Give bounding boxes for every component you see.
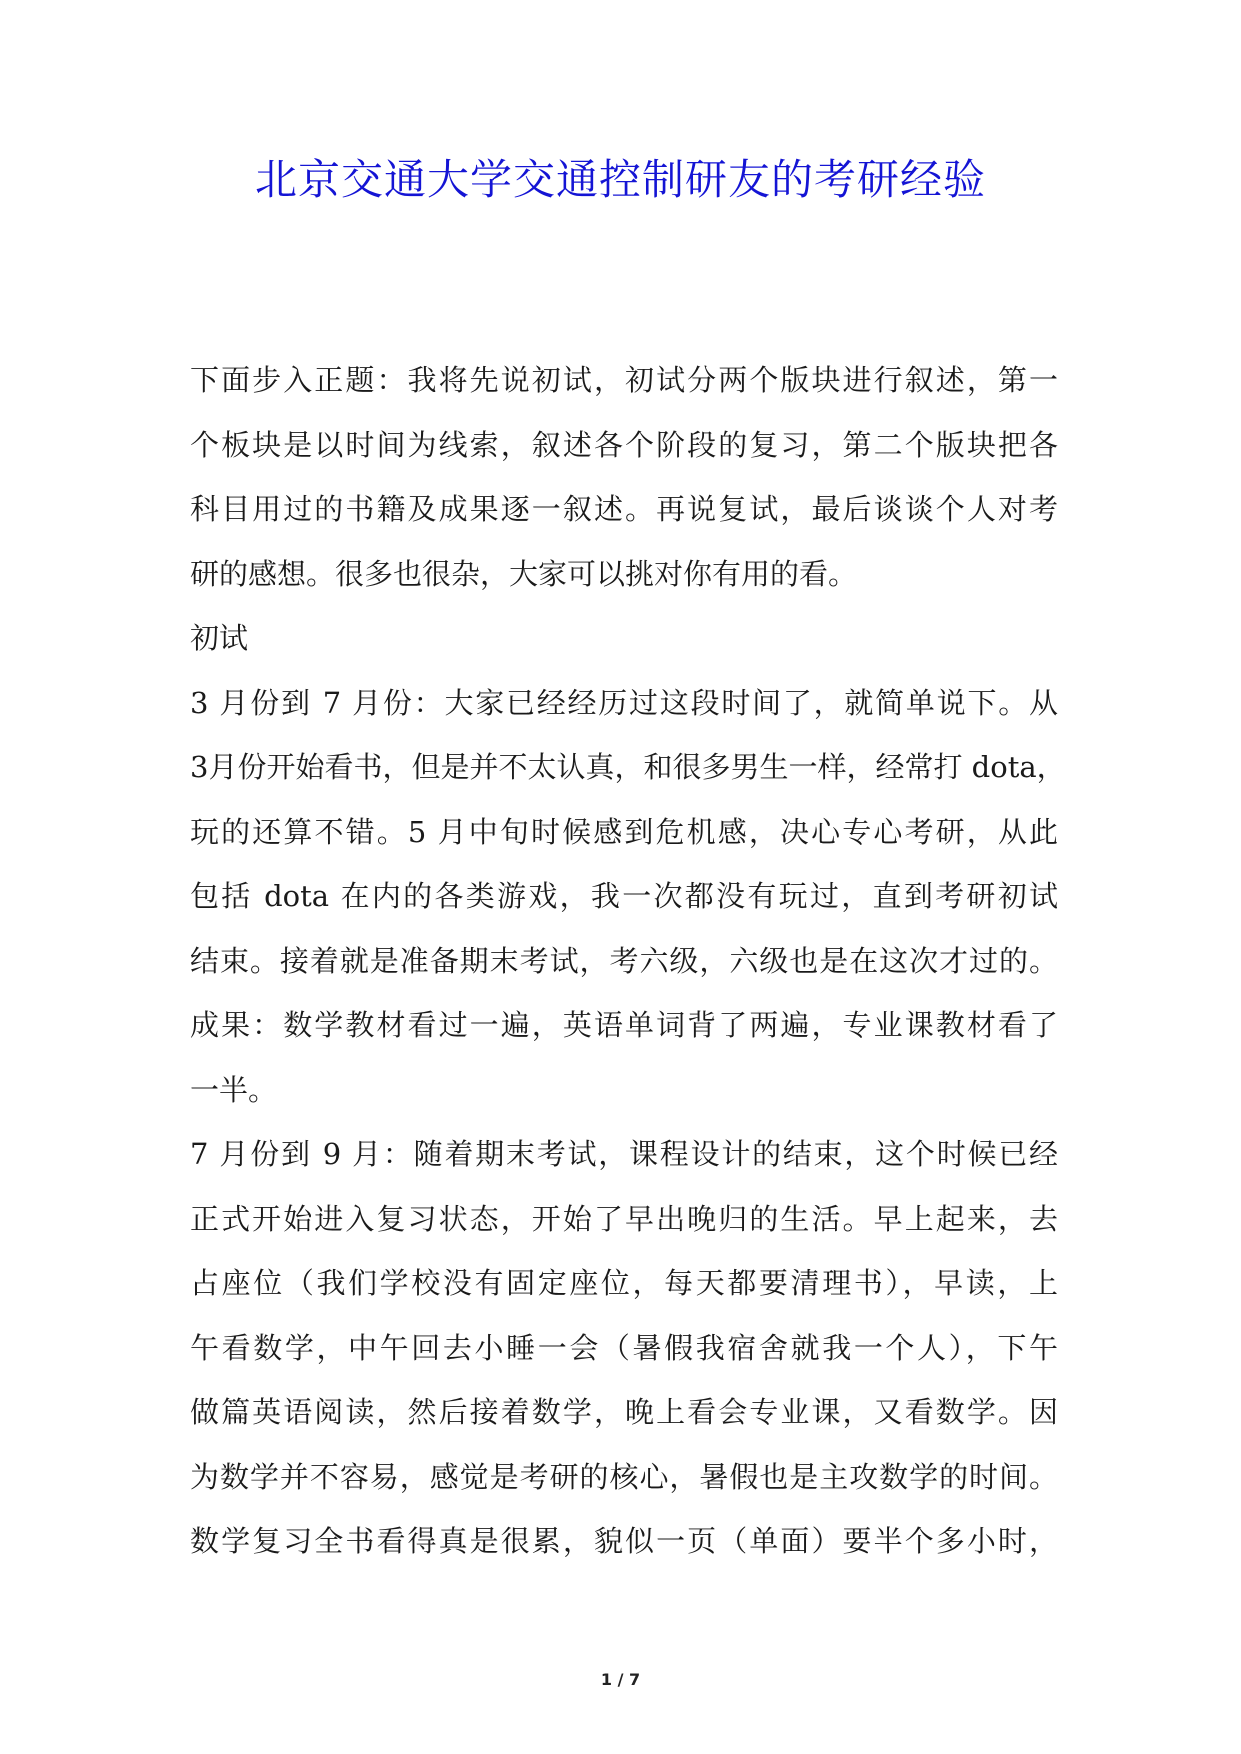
section-heading-chushi [190, 606, 1058, 671]
document-title: 北京交通大学交通控制研友的考研经验 [254, 155, 986, 204]
text-line: 包括 dota 在内的各类游戏，我一次都没有玩过，直到考研初试 [190, 879, 1058, 913]
document-body [190, 348, 1066, 1574]
text-line: 成果：数学教材看过一遍，英语单词背了两遍，专业课教材看了 [190, 1008, 1058, 1042]
text-line: 结束。接着就是准备期末考试，考六级，六级也是在这次才过的。 [190, 943, 1058, 978]
section-heading: 初试 [190, 621, 249, 655]
text-line: 3月份开始看书，但是并不太认真，和很多男生一样，经常打 dota， [190, 750, 1066, 784]
text-line: 玩的还算不错。5 月中旬时候感到危机感，决心专心考研，从此 [190, 814, 1058, 849]
text-line: 为数学并不容易，感觉是考研的核心，暑假也是主攻数学的时间。 [190, 1459, 1058, 1494]
text-line: 数学复习全书看得真是很累，貌似一页（单面）要半个多小时， [190, 1524, 1058, 1558]
text-line: 科目用过的书籍及成果逐一叙述。再说复试，最后谈谈个人对考 [190, 492, 1058, 526]
paragraph-march-july [190, 671, 1066, 1123]
text-line: 做篇英语阅读，然后接着数学，晚上看会专业课，又看数学。因 [190, 1395, 1058, 1429]
text-line: 正式开始进入复习状态，开始了早出晚归的生活。早上起来，去 [190, 1201, 1058, 1236]
page-number: 1 / 7 [600, 1670, 641, 1689]
paragraph-intro [190, 348, 1058, 606]
text-line: 3 月份到 7 月份：大家已经经历过这段时间了，就简单说下。从 [190, 685, 1058, 720]
paragraph-july-september [190, 1122, 1058, 1574]
text-line: 下面步入正题：我将先说初试，初试分两个版块进行叙述，第一 [190, 363, 1058, 397]
text-line: 研的感想。很多也很杂，大家可以挑对你有用的看。 [190, 556, 858, 591]
text-line: 7 月份到 9 月：随着期末考试，课程设计的结束，这个时候已经 [190, 1137, 1058, 1171]
text-line: 午看数学，中午回去小睡一会（暑假我宿舍就我一个人），下午 [190, 1330, 1058, 1365]
text-line: 一半。 [190, 1072, 278, 1107]
text-line: 个板块是以时间为线索，叙述各个阶段的复习，第二个版块把各 [190, 427, 1058, 462]
text-line: 占座位（我们学校没有固定座位，每天都要清理书），早读，上 [190, 1266, 1058, 1300]
